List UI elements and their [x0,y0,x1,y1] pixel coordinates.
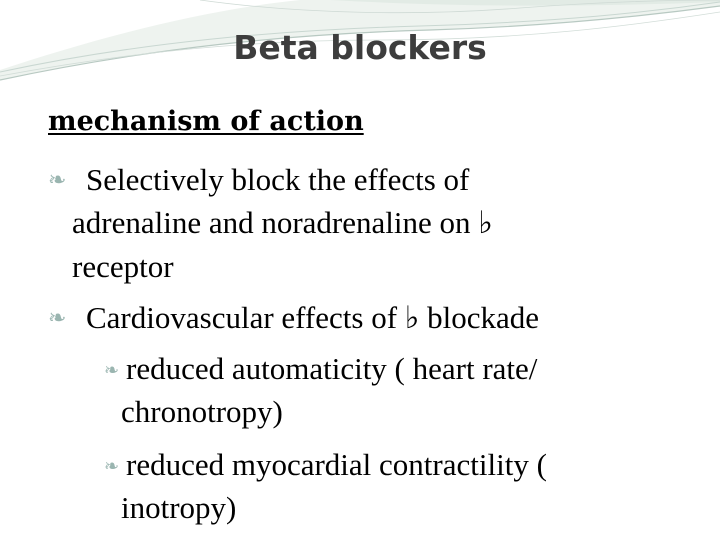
section-heading: mechanism of action [48,106,364,137]
bullet-point-1-line-2: adrenaline and noradrenaline on ♭ [72,205,493,241]
bullet-icon: ❧ [48,167,67,192]
sub-point-1-line-2: chronotropy) [121,394,283,429]
sub-point-2-line-1: ❧ reduced myocardial contractility ( [104,447,547,482]
bullet-icon: ❧ [104,360,120,380]
bullet-icon: ❧ [104,456,120,476]
bullet-point-2: ❧ Cardiovascular effects of ♭ blockade [48,300,540,336]
sub-point-1-line-1: ❧ reduced automaticity ( heart rate/ [104,351,538,386]
beta-symbol: ♭ [404,300,420,336]
slide-title: Beta blockers [233,28,487,67]
bullet-icon: ❧ [48,305,67,330]
bullet-point-1-line-1: ❧ Selectively block the effects of [48,162,470,197]
sub-point-2-line-2: inotropy) [121,490,237,525]
beta-symbol: ♭ [478,205,493,241]
bullet-point-1-line-3: receptor [72,249,174,284]
